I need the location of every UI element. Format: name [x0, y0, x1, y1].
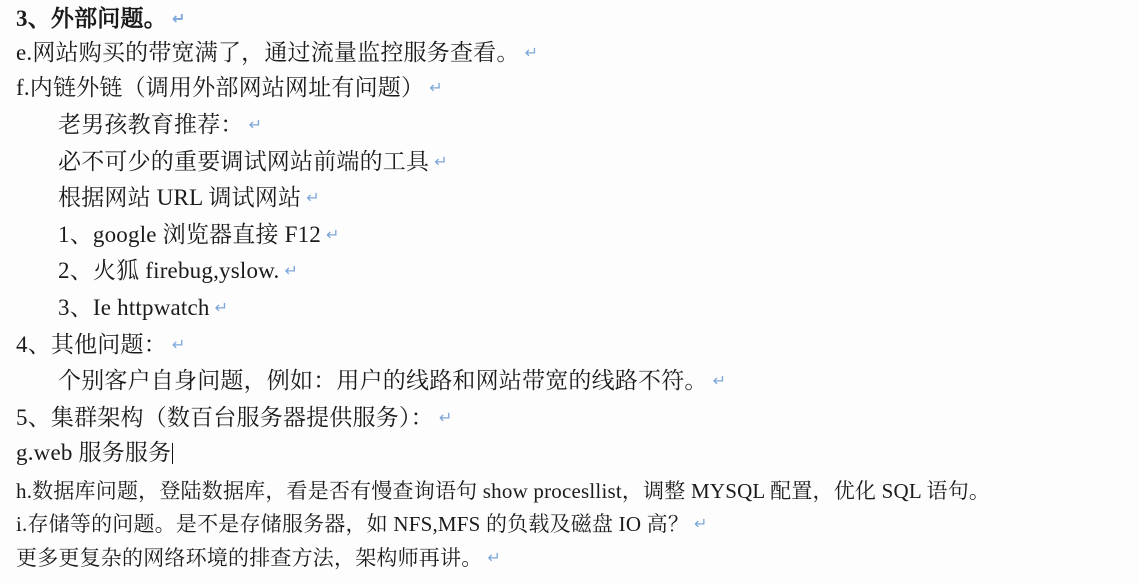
closing-line	[16, 545, 501, 571]
text-cursor	[172, 443, 173, 464]
paragraph-mark-icon: ↵	[306, 188, 320, 207]
item-i-storage	[16, 511, 708, 537]
tool-1-google-f12	[58, 222, 340, 248]
tool-3-ie-httpwatch	[58, 295, 228, 321]
paragraph-mark-icon: ↵	[429, 78, 443, 97]
line-text: e.网站购买的带宽满了，通过流量监控服务查看。	[16, 40, 520, 65]
line-text: f.内链外链（调用外部网站网址有问题）	[16, 75, 425, 100]
line-text: 更多更复杂的网络环境的排查方法，架构师再讲。	[16, 546, 483, 570]
line-text: 老男孩教育推荐：	[58, 112, 244, 137]
line-text: 4、其他问题：	[16, 332, 167, 357]
item-h-database	[16, 478, 990, 504]
note-frontend-tools	[58, 149, 448, 175]
tool-2-firefox	[58, 258, 298, 284]
paragraph-mark-icon: ↵	[524, 43, 539, 62]
heading-cluster-arch	[16, 405, 452, 431]
line-text: i.存储等的问题。是不是存储服务器，如 NFS,MFS 的负载及磁盘 IO 高？	[16, 512, 690, 536]
note-customer-line	[58, 368, 726, 394]
paragraph-mark-icon: ↵	[712, 371, 727, 390]
line-text: 1、google 浏览器直接 F12	[58, 222, 321, 247]
note-laonanhai-recommend	[58, 112, 262, 138]
paragraph-mark-icon: ↵	[487, 548, 502, 567]
paragraph-mark-icon: ↵	[284, 261, 299, 280]
paragraph-mark-icon: ↵	[326, 225, 340, 244]
line-text: 2、火狐 firebug,yslow.	[58, 258, 280, 283]
line-text: g.web 服务服务	[16, 440, 172, 465]
item-g-web-service	[16, 440, 173, 466]
heading-other-problems	[16, 332, 186, 358]
paragraph-mark-icon: ↵	[434, 152, 448, 171]
paragraph-mark-icon: ↵	[438, 408, 453, 427]
item-e-bandwidth	[16, 40, 538, 66]
line-text: 5、集群架构（数百台服务器提供服务）：	[16, 405, 434, 430]
paragraph-mark-icon: ↵	[171, 9, 186, 28]
line-text: 3、Ie httpwatch	[58, 295, 210, 320]
line-text: h.数据库问题，登陆数据库，看是否有慢查询语句 show procesllist，调整 MYSQL 配置，优化 SQL 语句。	[16, 479, 991, 503]
note-url-debug	[58, 185, 320, 211]
paragraph-mark-icon: ↵	[214, 298, 229, 317]
paragraph-mark-icon: ↵	[694, 514, 708, 533]
line-text: 必不可少的重要调试网站前端的工具	[58, 149, 430, 174]
line-text: 根据网站 URL 调试网站	[58, 185, 302, 210]
heading-external-problems	[16, 6, 186, 32]
line-text: 3、外部问题。	[16, 6, 167, 31]
paragraph-mark-icon: ↵	[248, 115, 263, 134]
item-f-links	[16, 75, 443, 101]
paragraph-mark-icon: ↵	[171, 335, 186, 354]
line-text: 个别客户自身问题，例如：用户的线路和网站带宽的线路不符。	[58, 368, 708, 393]
